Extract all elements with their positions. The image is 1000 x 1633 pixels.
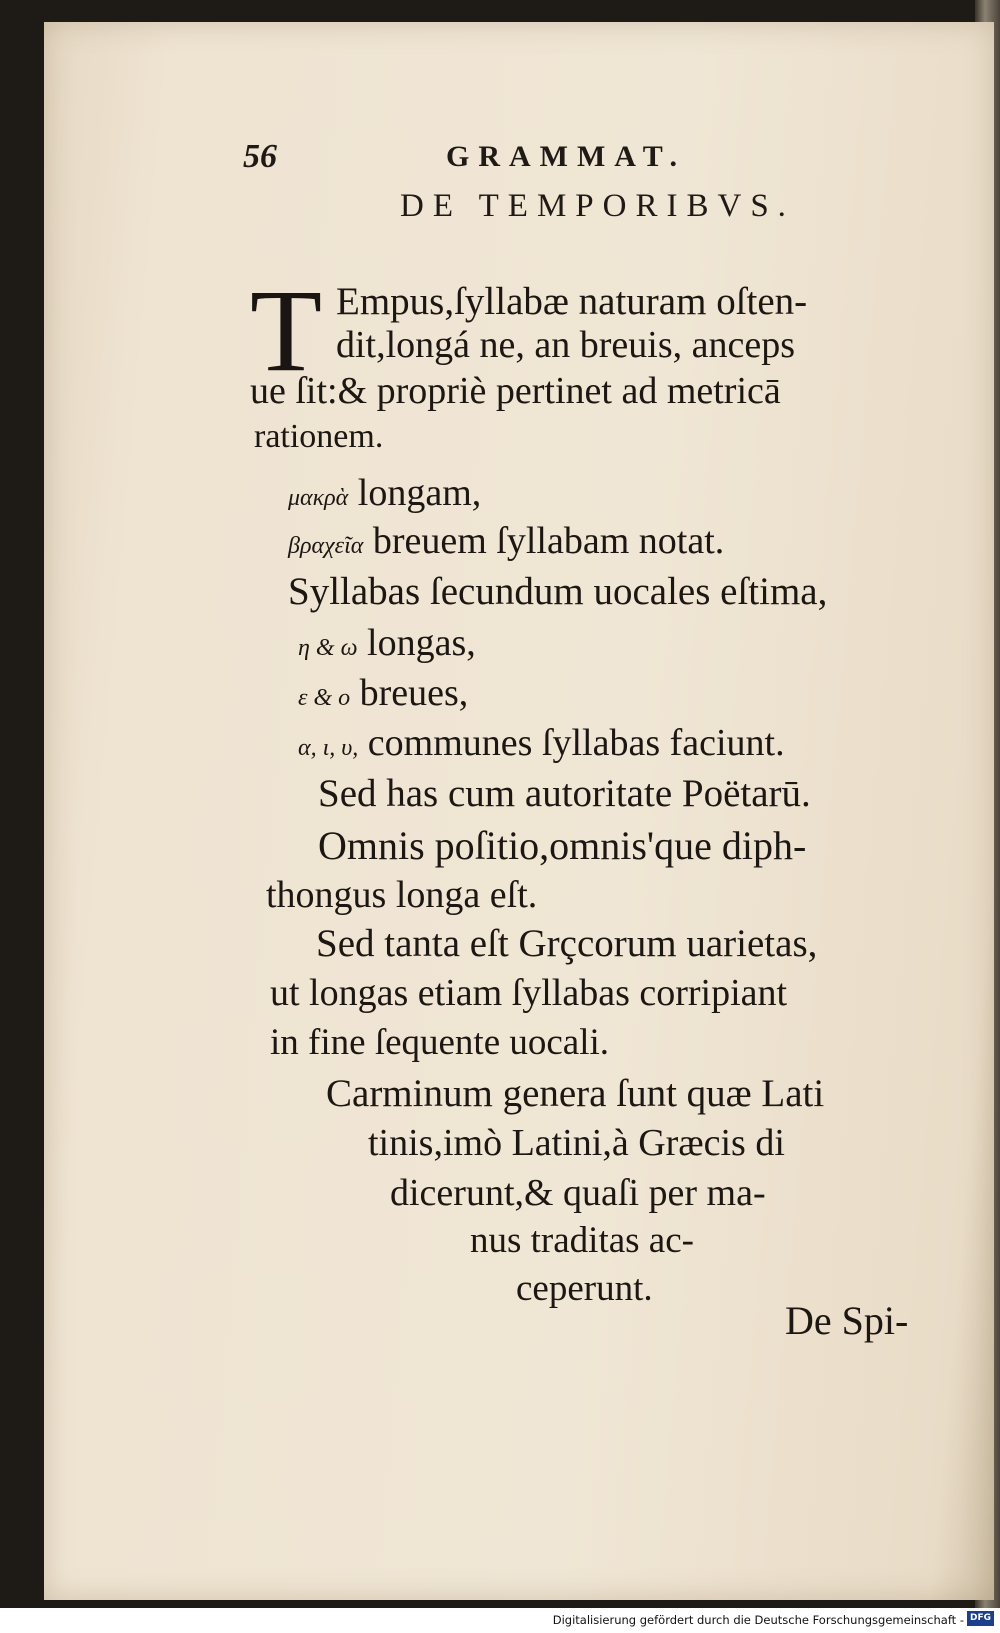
text-line-15: ut longas etiam ſyllabas corripiant xyxy=(270,972,788,1014)
text-line-11: Sed has cum autoritate Poëtarū. xyxy=(318,772,811,815)
drop-cap: T xyxy=(250,265,323,396)
greek-alpha-iota-upsilon: α, ι, υ, xyxy=(298,735,359,761)
greek-bracheia: βραχεῖα xyxy=(288,533,364,559)
text-line-20: nus traditas ac- xyxy=(470,1220,694,1261)
greek-eta-omega: η & ω xyxy=(298,635,358,661)
text-line-10 xyxy=(298,724,785,762)
text-line-8 xyxy=(298,624,476,662)
text-line-12: Omnis poſitio,omnis'que diph- xyxy=(318,823,807,868)
catchword: De Spi- xyxy=(785,1298,909,1343)
text-line-8-latin: longas, xyxy=(367,622,476,664)
text-line-6 xyxy=(288,522,724,560)
text-line-17: Carminum genera ſunt quæ Lati xyxy=(326,1072,825,1115)
text-line-7: Syllabas ſecundum uocales eſtima, xyxy=(288,570,828,613)
footer-credit: Digitalisierung gefördert durch die Deutsche Forschungsgemeinschaft - xyxy=(552,1613,964,1627)
text-line-5 xyxy=(288,474,481,512)
text-line-14: Sed tanta eſt Grçcorum uarietas, xyxy=(316,922,818,965)
text-line-18: tinis,imò Latini,à Græcis di xyxy=(368,1122,785,1164)
page-number: 56 xyxy=(243,138,277,175)
text-line-9 xyxy=(298,674,468,712)
greek-epsilon-omicron: ε & ο xyxy=(298,685,351,711)
text-line-10-latin: communes ſyllabas faciunt. xyxy=(367,722,785,764)
text-line-4: rationem. xyxy=(254,418,384,455)
text-line-21: ceperunt. xyxy=(516,1268,653,1309)
text-line-3: ue ſit:& propriè pertinet ad metricā xyxy=(250,370,781,412)
greek-makra: μακρὰ xyxy=(288,485,349,511)
text-line-9-latin: breues, xyxy=(359,672,469,714)
running-head: GRAMMAT. xyxy=(446,140,687,173)
dfg-logo: DFG xyxy=(967,1611,994,1626)
text-line-16: in fine ſequente uocali. xyxy=(270,1022,610,1063)
text-line-5-latin: longam, xyxy=(357,472,482,514)
text-line-2: dit,longá ne, an breuis, anceps xyxy=(336,324,796,366)
text-line-1: Empus,ſyllabæ naturam oſten- xyxy=(336,280,808,323)
text-line-6-latin: breuem ſyllabam notat. xyxy=(372,520,725,562)
text-line-13: thongus longa eſt. xyxy=(266,874,538,916)
section-title: DE TEMPORIBVS. xyxy=(400,188,795,224)
text-line-19: dicerunt,& quaſi per ma- xyxy=(390,1172,766,1214)
